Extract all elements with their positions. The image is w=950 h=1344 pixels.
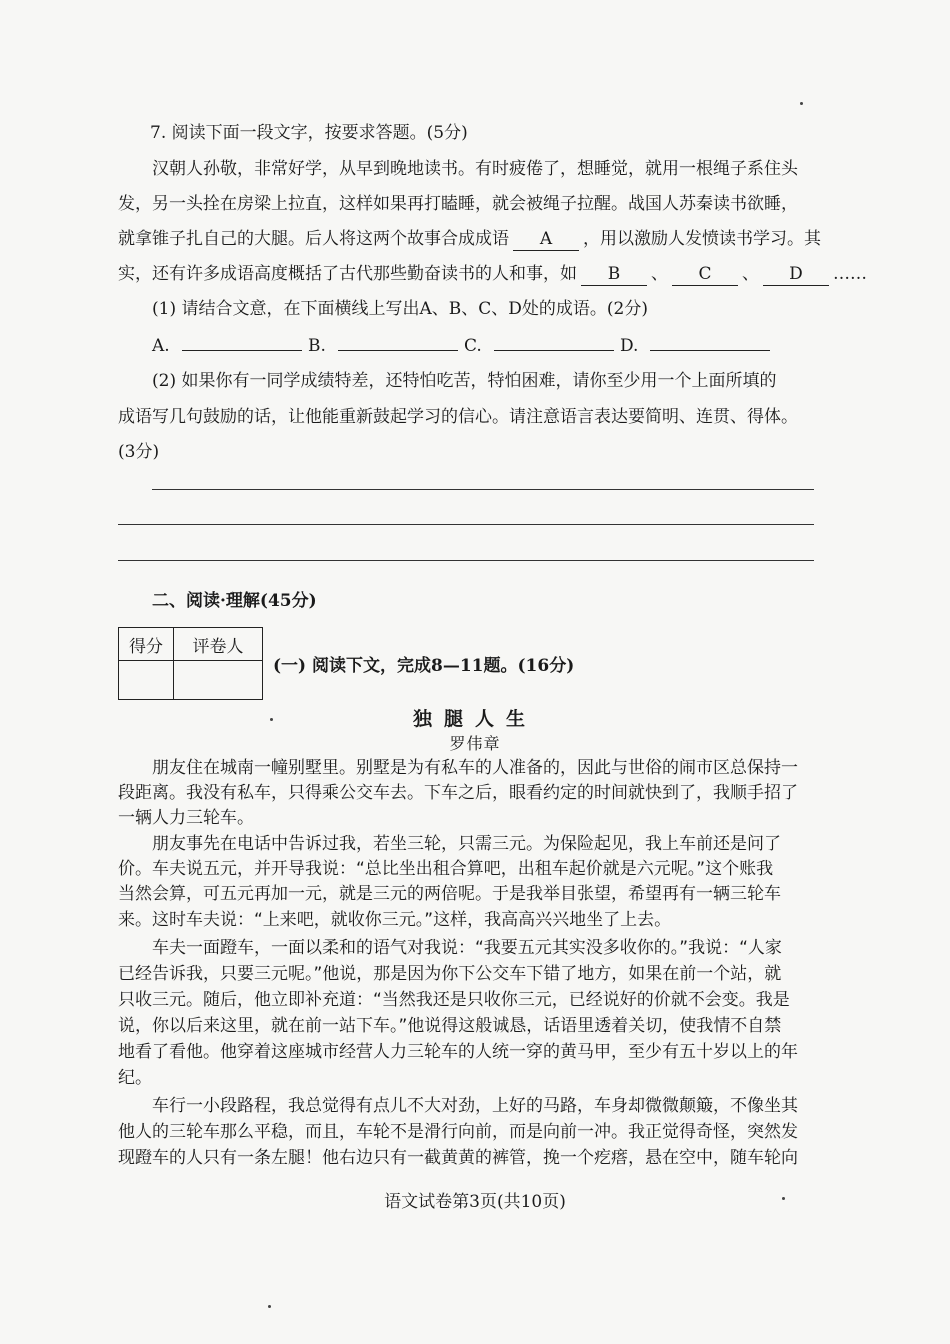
q7-sub1: (1) 请结合文意，在下面横线上写出A、B、C、D处的成语。(2分) [152,299,648,319]
q7-passage-cont: ，用以激励人发愤读书学习。其 [583,229,821,249]
blank-a[interactable]: A [513,228,579,251]
page-footer: 语文试卷第3页(共10页) [384,1192,566,1212]
story-line-8: 车夫一面蹬车，一面以柔和的语气对我说：“我要五元其实没多收你的。”我说：“人家 [152,938,782,958]
fill-item-d [620,334,770,356]
q7-passage-line-3 [118,228,821,251]
story-line-7: 来。这时车夫说：“上来吧，就收你三元。”这样，我高高兴兴地坐了上去。 [118,910,672,930]
q7-sub2-line-3: (3分) [118,442,160,462]
q7-passage-text: 就拿锥子扎自己的大腿。后人将这两个故事合成成语 [118,229,509,249]
story-line-13: 纪。 [118,1068,152,1088]
fill-label-d: D. [620,336,639,356]
answer-line-3[interactable] [118,560,814,561]
fill-line-c[interactable] [494,334,614,351]
grader-cell[interactable] [174,661,263,700]
ellipsis: …… [833,264,867,284]
scan-speck [268,1305,271,1308]
scan-speck [782,1197,785,1200]
scan-speck [270,718,273,721]
separator: 、 [742,264,759,284]
blank-c[interactable]: C [672,263,738,286]
separator: 、 [651,264,668,284]
fill-line-b[interactable] [338,334,458,351]
fill-label-b: B. [308,336,326,356]
q7-passage-line-2: 发，另一头拴在房梁上拉直，这样如果再打瞌睡，就会被绳子拉醒。战国人苏秦读书欲睡， [118,194,798,214]
grader-header: 评卷人 [174,628,263,661]
q7-sub2-line-1: (2) 如果你有一同学成绩特差，还特怕吃苦，特怕困难，请你至少用一个上面所填的 [152,371,777,391]
story-line-5: 价。车夫说五元，并开导我说：“总比坐出租合算吧，出租车起价就是六元呢。”这个账我 [118,859,774,879]
story-author: 罗伟章 [449,734,501,753]
fill-line-d[interactable] [650,334,770,351]
fill-line-a[interactable] [182,334,302,351]
story-line-1: 朋友住在城南一幢别墅里。别墅是为有私车的人准备的，因此与世俗的闹市区总保持一 [152,758,798,778]
story-line-16: 现蹬车的人只有一条左腿！他右边只有一截黄黄的裤管，挽一个疙瘩，悬在空中，随车轮向 [118,1148,798,1168]
fill-label-a: A. [152,336,170,356]
story-line-9: 已经告诉我，只要三元呢。”他说，那是因为你下公交车下错了地方，如果在前一个站，就 [118,964,782,984]
q7-sub2-line-2: 成语写几句鼓励的话，让他能重新鼓起学习的信心。请注意语言表达要简明、连贯、得体。 [118,407,798,427]
q7-passage-line-1: 汉朝人孙敬，非常好学，从早到晚地读书。有时疲倦了，想睡觉，就用一根绳子系住头 [152,159,798,179]
story-line-4: 朋友事先在电话中告诉过我，若坐三轮，只需三元。为保险起见，我上车前还是问了 [152,834,781,854]
blank-d[interactable]: D [763,263,829,286]
score-header: 得分 [119,628,174,661]
story-title: 独腿人生 [412,708,537,730]
answer-line-2[interactable] [118,524,814,525]
reading-1-intro: (一) 阅读下文，完成8—11题。(16分) [273,656,575,676]
score-cell[interactable] [119,661,174,700]
story-line-6: 当然会算，可五元再加一元，就是三元的两倍呢。于是我举目张望，希望再有一辆三轮车 [118,884,781,904]
story-line-14: 车行一小段路程，我总觉得有点儿不大对劲，上好的马路，车身却微微颠簸，不像坐其 [152,1096,798,1116]
story-line-10: 只收三元。随后，他立即补充道：“当然我还是只收你三元，已经说好的价就不会变。我是 [118,990,790,1010]
scan-speck [800,102,803,105]
q7-heading: 7. 阅读下面一段文字，按要求答题。(5分) [150,123,468,143]
section-2-title: 二、阅读·理解(45分) [152,591,317,611]
story-line-3: 一辆人力三轮车。 [118,808,254,828]
q7-passage-line-4 [118,263,867,286]
answer-line-1[interactable] [152,489,814,490]
story-line-15: 他人的三轮车那么平稳，而且，车轮不是滑行向前，而是向前一冲。我正觉得奇怪，突然发 [118,1122,798,1142]
fill-item-c [464,334,614,356]
fill-label-c: C. [464,336,482,356]
story-line-11: 说，你以后来这里，就在前一站下车。”他说得这般诚恳，话语里透着关切，使我情不自禁 [118,1016,782,1036]
story-line-12: 地看了看他。他穿着这座城市经营人力三轮车的人统一穿的黄马甲，至少有五十岁以上的年 [118,1042,798,1062]
q7-passage-last-text: 实，还有许多成语高度概括了古代那些勤奋读书的人和事，如 [118,264,577,284]
fill-item-a [152,334,302,356]
story-line-2: 段距离。我没有私车，只得乘公交车去。下车之后，眼看约定的时间就快到了，我顺手招了 [118,783,798,803]
score-table [118,627,263,700]
fill-item-b [308,334,458,356]
blank-b[interactable]: B [581,263,647,286]
